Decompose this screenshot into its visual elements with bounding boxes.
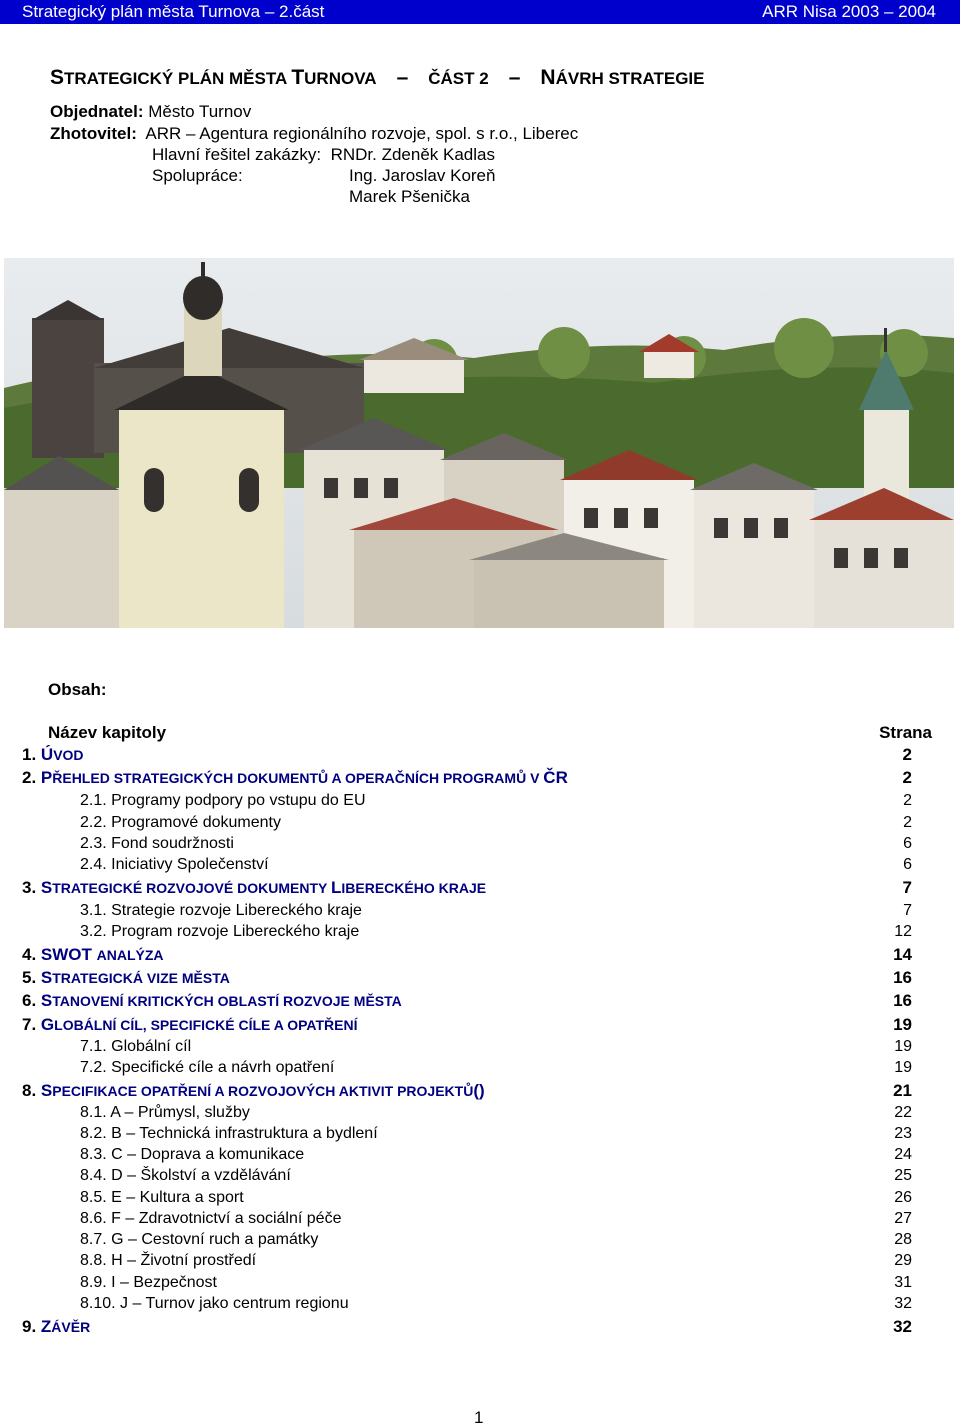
resitel-label: Hlavní řešitel zakázky: [152, 145, 322, 164]
toc-row [0, 1189, 960, 1211]
toc-entry-title: 8.5. E – Kultura a sport [80, 1189, 244, 1206]
title-cap-n: N [540, 66, 556, 89]
toc-entry-title: 3.1. Strategie rozvoje Libereckého kraje [80, 902, 362, 919]
toc-heading: Obsah: [48, 680, 107, 699]
toc-entry-page: 22 [894, 1104, 912, 1121]
toc-entry-title: 2.1. Programy podpory po vstupu do EU [80, 792, 366, 809]
toc-entry-page: 14 [893, 945, 912, 964]
zhotovitel-line [50, 124, 578, 144]
spoluprace-label: Spolupráce: [152, 166, 243, 185]
toc-row [0, 878, 960, 900]
toc-entry-page: 2 [903, 814, 912, 831]
zhotovitel-label: Zhotovitel: [50, 124, 137, 143]
toc-row [0, 1252, 960, 1274]
toc-entry-page: 19 [894, 1059, 912, 1076]
toc-entry-page: 27 [894, 1210, 912, 1227]
toc-column-page: Strana [879, 723, 932, 742]
toc-column-title: Název kapitoly [48, 723, 167, 742]
toc-entry-title: 8.7. G – Cestovní ruch a památky [80, 1231, 319, 1248]
toc-entry-title: 2.2. Programové dokumenty [80, 814, 281, 831]
toc-entry-title: 8.8. H – Životní prostředí [80, 1252, 257, 1269]
toc-entry-title: 8.10. J – Turnov jako centrum regionu [80, 1295, 349, 1312]
toc-entry-title: 8.1. A – Průmysl, služby [80, 1104, 250, 1121]
toc-row [0, 1317, 960, 1339]
toc-entry-page: 2 [902, 768, 912, 787]
toc-entry-page: 23 [894, 1125, 912, 1142]
toc-row [0, 792, 960, 814]
toc-row [0, 1295, 960, 1317]
toc-row [0, 1210, 960, 1232]
toc-entry-page: 32 [894, 1295, 912, 1312]
toc-entry-page: 7 [903, 902, 912, 919]
header-left-text: Strategický plán města Turnova – 2.část [22, 2, 325, 21]
toc-entry-title: 8.4. D – Školství a vzdělávání [80, 1167, 291, 1184]
toc-entry-title: 3. STRATEGICKÉ ROZVOJOVÉ DOKUMENTY LIBERECKÉHO KRAJE [22, 878, 487, 897]
toc-entry-page: 19 [894, 1038, 912, 1055]
toc-entry-title: 8. SPECIFIKACE OPATŘENÍ A ROZVOJOVÝCH AKTIVIT PROJEKTŮ() [22, 1081, 485, 1100]
toc-row [0, 1231, 960, 1253]
toc-entry-page: 16 [893, 991, 912, 1010]
toc-row [0, 1015, 960, 1037]
toc-entry-page: 6 [903, 856, 912, 873]
toc-row [0, 856, 960, 878]
toc-entry-page: 2 [903, 792, 912, 809]
toc-entry-title: 8.3. C – Doprava a komunikace [80, 1146, 305, 1163]
title-cap-s: S [50, 66, 65, 89]
toc-row [0, 1104, 960, 1126]
title-text-3: ÁVRH STRATEGIE [555, 69, 705, 88]
toc-entry-page: 12 [894, 923, 912, 940]
objednatel-line [50, 102, 251, 122]
objednatel-label: Objednatel: [50, 102, 144, 121]
toc-entry-page: 7 [902, 878, 912, 897]
toc-entry-page: 16 [893, 968, 912, 987]
resitel-line [152, 145, 495, 165]
toc-row [0, 991, 960, 1013]
toc-entry-title: 9. ZÁVĚR [22, 1317, 91, 1336]
toc-entry-title: 1. ÚVOD [22, 745, 84, 764]
toc-entry-page: 26 [894, 1189, 912, 1206]
town-photo [4, 258, 954, 628]
toc-entry-title: 8.9. I – Bezpečnost [80, 1274, 217, 1291]
toc-row [0, 1167, 960, 1189]
toc-row [0, 968, 960, 990]
document-title [50, 66, 705, 90]
toc-row [0, 1146, 960, 1168]
title-text-1: TRATEGICKÝ PLÁN MĚSTA [64, 69, 292, 88]
toc-entry-title: 8.6. F – Zdravotnictví a sociální péče [80, 1210, 342, 1227]
toc-entry-page: 31 [894, 1274, 912, 1291]
toc-row [0, 814, 960, 836]
toc-entry-page: 19 [893, 1015, 912, 1034]
running-header [0, 0, 960, 24]
toc-row [0, 902, 960, 924]
toc-row [0, 1274, 960, 1296]
toc-row [0, 1038, 960, 1060]
toc-row [0, 835, 960, 857]
toc-entry-page: 6 [903, 835, 912, 852]
toc-entry-title: 7.2. Specifické cíle a návrh opatření [80, 1059, 335, 1076]
zhotovitel-value: ARR – Agentura regionálního rozvoje, spol. s r.o., Liberec [145, 124, 579, 143]
objednatel-value: Město Turnov [148, 102, 252, 121]
toc-entry-title: 6. STANOVENÍ KRITICKÝCH OBLASTÍ ROZVOJE MĚSTA [22, 991, 402, 1010]
toc-entry-title: 5. STRATEGICKÁ VIZE MĚSTA [22, 968, 230, 987]
title-part-2: ČÁST 2 [428, 69, 489, 88]
toc-entry-title: 2. PŘEHLED STRATEGICKÝCH DOKUMENTŮ A OPERAČNÍCH PROGRAMŮ V ČR [22, 768, 568, 787]
toc-entry-page: 28 [894, 1231, 912, 1248]
toc-row [0, 1059, 960, 1081]
toc-row [0, 768, 960, 790]
toc-row [0, 923, 960, 945]
toc-row [0, 745, 960, 767]
toc-entry-page: 29 [894, 1252, 912, 1269]
town-panorama-image [4, 258, 954, 628]
toc-entry-title: 7. GLOBÁLNÍ CÍL, SPECIFICKÉ CÍLE A OPATŘENÍ [22, 1015, 358, 1034]
toc-row [0, 945, 960, 967]
toc-entry-page: 2 [902, 745, 912, 764]
resitel-value: RNDr. Zdeněk Kadlas [330, 145, 495, 164]
title-dash-1: – [396, 66, 409, 89]
toc-row [0, 1081, 960, 1103]
title-cap-t: T [291, 66, 305, 89]
toc-entry-title: 7.1. Globální cíl [80, 1038, 192, 1055]
toc-entry-title: 8.2. B – Technická infrastruktura a bydlení [80, 1125, 378, 1142]
title-dash-2: – [508, 66, 521, 89]
toc-entry-title: 3.2. Program rozvoje Libereckého kraje [80, 923, 360, 940]
toc-entry-title: 2.3. Fond soudržnosti [80, 835, 234, 852]
toc-entry-page: 25 [894, 1167, 912, 1184]
header-right-text: ARR Nisa 2003 – 2004 [762, 2, 936, 21]
page-number: 1 [474, 1408, 484, 1427]
toc-entry-page: 21 [893, 1081, 912, 1100]
spoluprace-value-1: Ing. Jaroslav Koreň [349, 166, 496, 185]
title-text-2: URNOVA [304, 69, 377, 88]
spoluprace-value-2: Marek Pšenička [349, 187, 470, 206]
toc-entry-page: 32 [893, 1317, 912, 1336]
toc-entry-title: 2.4. Iniciativy Společenství [80, 856, 269, 873]
toc-entry-title: 4. SWOT ANALÝZA [22, 945, 164, 964]
toc-row [0, 1125, 960, 1147]
toc-entry-page: 24 [894, 1146, 912, 1163]
